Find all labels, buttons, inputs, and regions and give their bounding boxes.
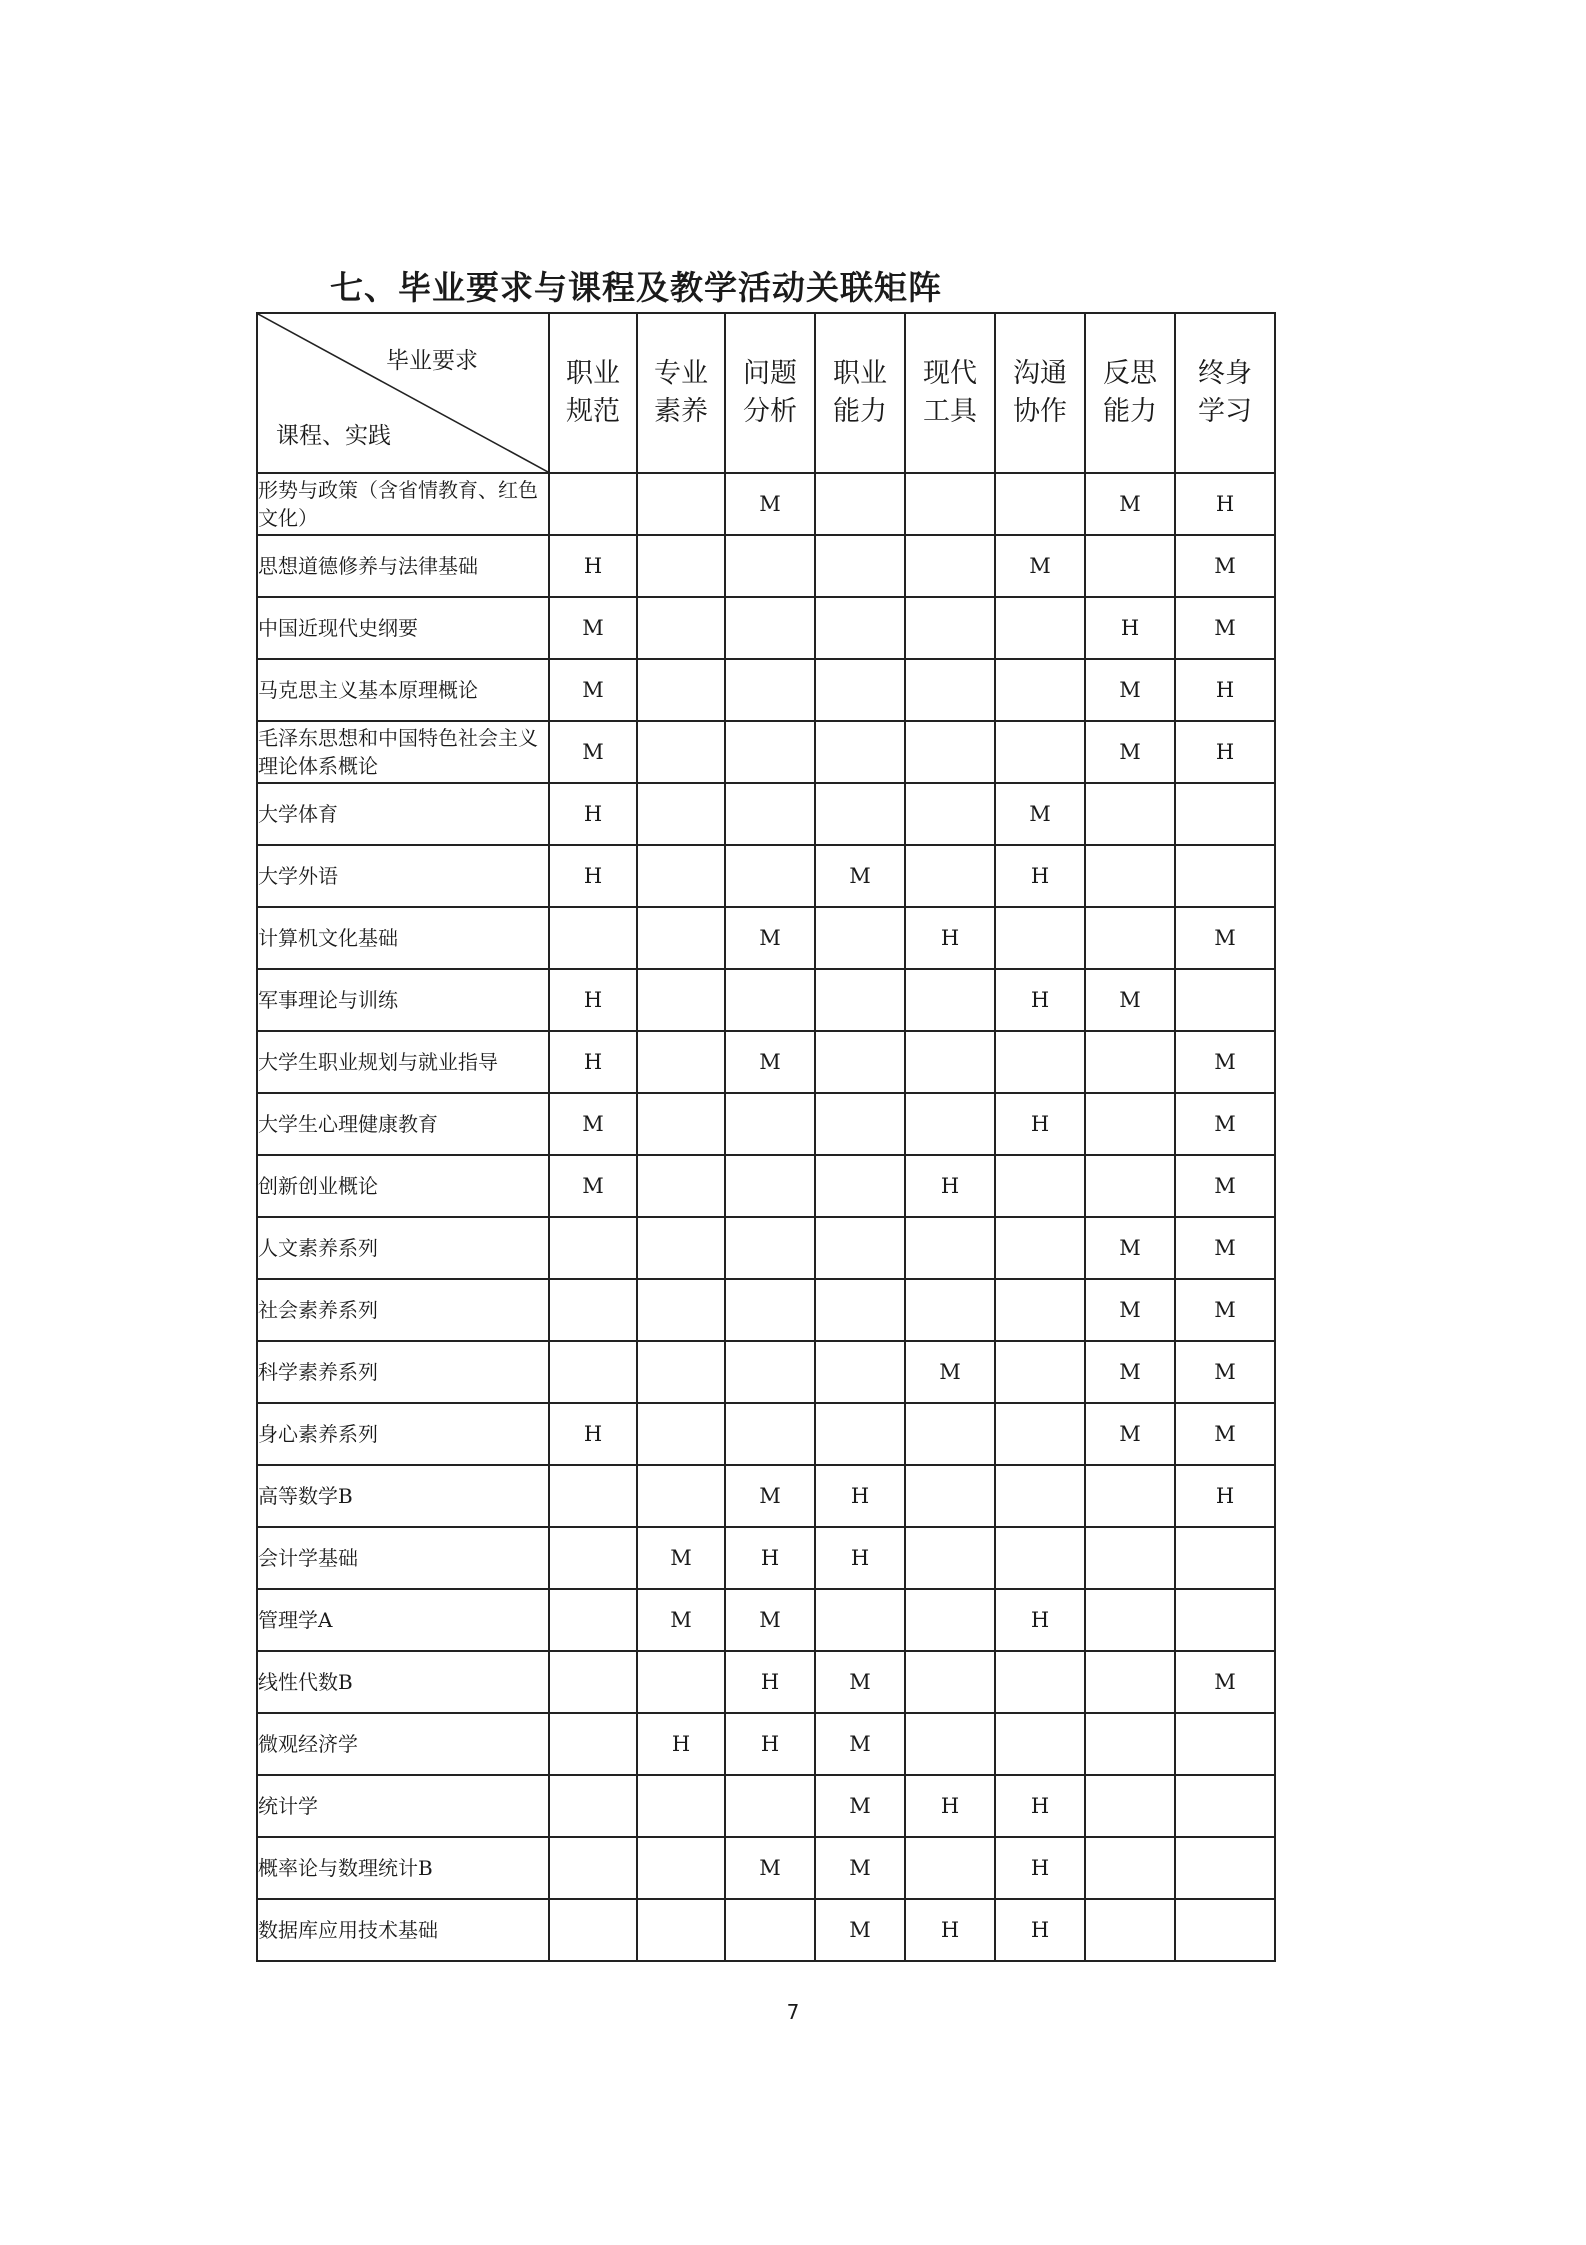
table-row [257, 1465, 1275, 1527]
matrix-cell: H [1175, 1465, 1275, 1527]
matrix-cell: H [1175, 659, 1275, 721]
matrix-cell [905, 535, 995, 597]
course-name: 创新创业概论 [257, 1155, 549, 1217]
matrix-cell [815, 1031, 905, 1093]
matrix-cell [815, 1589, 905, 1651]
table-row [257, 969, 1275, 1031]
matrix-cell [637, 1279, 725, 1341]
matrix-cell [725, 969, 815, 1031]
table-row [257, 845, 1275, 907]
matrix-cell [549, 1341, 637, 1403]
matrix-cell: M [1175, 535, 1275, 597]
matrix-cell: H [815, 1465, 905, 1527]
matrix-cell: M [725, 1589, 815, 1651]
table-row [257, 1341, 1275, 1403]
matrix-cell: H [549, 1031, 637, 1093]
matrix-cell: H [995, 1589, 1085, 1651]
table-row [257, 473, 1275, 535]
table-row [257, 1899, 1275, 1961]
course-name: 统计学 [257, 1775, 549, 1837]
matrix-cell [815, 783, 905, 845]
matrix-cell [1085, 1031, 1175, 1093]
matrix-cell [905, 1589, 995, 1651]
matrix-cell: M [1085, 1403, 1175, 1465]
course-name: 中国近现代史纲要 [257, 597, 549, 659]
matrix-cell [637, 659, 725, 721]
matrix-cell [637, 535, 725, 597]
column-header: 终身 学习 [1175, 313, 1275, 473]
matrix-cell: M [815, 1899, 905, 1961]
matrix-cell: H [549, 1403, 637, 1465]
matrix-cell: M [815, 1651, 905, 1713]
matrix-cell [905, 473, 995, 535]
matrix-cell: M [549, 597, 637, 659]
matrix-cell [725, 597, 815, 659]
matrix-cell [1175, 1527, 1275, 1589]
matrix-cell [637, 1217, 725, 1279]
matrix-cell [637, 473, 725, 535]
matrix-cell [1085, 1775, 1175, 1837]
matrix-cell [995, 1651, 1085, 1713]
matrix-cell [905, 1279, 995, 1341]
matrix-cell [637, 1775, 725, 1837]
matrix-cell [995, 1279, 1085, 1341]
matrix-cell [905, 1651, 995, 1713]
matrix-cell [725, 1899, 815, 1961]
matrix-cell [815, 473, 905, 535]
matrix-cell: M [725, 1465, 815, 1527]
course-name: 概率论与数理统计B [257, 1837, 549, 1899]
matrix-cell: H [815, 1527, 905, 1589]
matrix-cell [905, 659, 995, 721]
matrix-cell: H [549, 783, 637, 845]
course-name: 大学外语 [257, 845, 549, 907]
matrix-cell [725, 659, 815, 721]
matrix-cell: M [1175, 1155, 1275, 1217]
course-name: 微观经济学 [257, 1713, 549, 1775]
matrix-cell: H [1085, 597, 1175, 659]
matrix-cell: H [725, 1713, 815, 1775]
matrix-cell [1085, 845, 1175, 907]
matrix-cell [995, 907, 1085, 969]
matrix-cell [815, 1155, 905, 1217]
matrix-cell: M [1085, 969, 1175, 1031]
matrix-cell [815, 907, 905, 969]
matrix-cell: M [1175, 1279, 1275, 1341]
course-name: 数据库应用技术基础 [257, 1899, 549, 1961]
matrix-cell: M [725, 1837, 815, 1899]
matrix-cell [1175, 969, 1275, 1031]
page-title: 七、毕业要求与课程及教学活动关联矩阵 [330, 268, 942, 307]
matrix-cell: H [995, 1899, 1085, 1961]
matrix-cell [725, 1217, 815, 1279]
matrix-cell [815, 1403, 905, 1465]
matrix-cell [1085, 1527, 1175, 1589]
matrix-cell: M [1085, 659, 1175, 721]
matrix-cell [725, 1341, 815, 1403]
matrix-cell [725, 535, 815, 597]
matrix-cell: M [815, 1837, 905, 1899]
matrix-cell [995, 1217, 1085, 1279]
corner-courses-label: 课程、实践 [276, 423, 391, 449]
matrix-cell [905, 721, 995, 783]
matrix-cell [1085, 907, 1175, 969]
matrix-cell [725, 1155, 815, 1217]
matrix-cell [637, 597, 725, 659]
matrix-cell: H [995, 845, 1085, 907]
requirements-course-matrix [256, 312, 1276, 1962]
matrix-cell: H [995, 969, 1085, 1031]
matrix-cell: M [549, 721, 637, 783]
matrix-cell: H [995, 1837, 1085, 1899]
course-name: 身心素养系列 [257, 1403, 549, 1465]
matrix-cell [1175, 845, 1275, 907]
matrix-cell [1175, 1775, 1275, 1837]
matrix-cell: H [1175, 721, 1275, 783]
table-row [257, 721, 1275, 783]
matrix-cell: M [1175, 597, 1275, 659]
matrix-cell [549, 1279, 637, 1341]
table-row [257, 1837, 1275, 1899]
matrix-cell: M [637, 1589, 725, 1651]
matrix-cell [1175, 1899, 1275, 1961]
matrix-cell [905, 845, 995, 907]
matrix-cell: H [905, 1155, 995, 1217]
matrix-cell: H [549, 969, 637, 1031]
course-name: 大学生心理健康教育 [257, 1093, 549, 1155]
course-name: 思想道德修养与法律基础 [257, 535, 549, 597]
matrix-cell [995, 1527, 1085, 1589]
matrix-cell: M [637, 1527, 725, 1589]
matrix-cell [905, 1837, 995, 1899]
matrix-cell [637, 1155, 725, 1217]
matrix-cell [905, 1217, 995, 1279]
matrix-cell: M [1175, 1403, 1275, 1465]
matrix-cell: H [637, 1713, 725, 1775]
matrix-cell [905, 969, 995, 1031]
matrix-cell: M [1085, 1279, 1175, 1341]
matrix-cell [725, 783, 815, 845]
column-header: 职业 能力 [815, 313, 905, 473]
matrix-cell [549, 1465, 637, 1527]
matrix-cell [637, 1403, 725, 1465]
column-header: 专业 素养 [637, 313, 725, 473]
matrix-cell [815, 721, 905, 783]
matrix-cell: M [549, 1155, 637, 1217]
matrix-cell [725, 1093, 815, 1155]
matrix-cell [549, 1527, 637, 1589]
matrix-cell [637, 1093, 725, 1155]
matrix-cell [637, 721, 725, 783]
course-name: 军事理论与训练 [257, 969, 549, 1031]
matrix-cell [995, 1031, 1085, 1093]
matrix-cell [905, 1713, 995, 1775]
matrix-cell [1085, 1713, 1175, 1775]
matrix-cell: M [1175, 1651, 1275, 1713]
course-name: 会计学基础 [257, 1527, 549, 1589]
course-name: 马克思主义基本原理概论 [257, 659, 549, 721]
course-name: 科学素养系列 [257, 1341, 549, 1403]
matrix-cell [995, 1155, 1085, 1217]
matrix-cell [1085, 1589, 1175, 1651]
matrix-cell: H [725, 1527, 815, 1589]
matrix-cell [1085, 1651, 1175, 1713]
matrix-cell: H [905, 907, 995, 969]
matrix-cell: H [905, 1899, 995, 1961]
matrix-cell [905, 1093, 995, 1155]
matrix-cell [815, 1341, 905, 1403]
table-row [257, 1403, 1275, 1465]
matrix-cell [549, 907, 637, 969]
matrix-cell [995, 1341, 1085, 1403]
course-name: 毛泽东思想和中国特色社会主义理论体系概论 [257, 721, 549, 783]
matrix-cell [1085, 1899, 1175, 1961]
matrix-cell: M [815, 1713, 905, 1775]
course-name: 形势与政策（含省情教育、红色文化） [257, 473, 549, 535]
matrix-cell [637, 1899, 725, 1961]
table-row [257, 783, 1275, 845]
matrix-cell [995, 1713, 1085, 1775]
matrix-cell: M [1085, 721, 1175, 783]
course-name: 社会素养系列 [257, 1279, 549, 1341]
matrix-cell [905, 1465, 995, 1527]
matrix-cell [1175, 1713, 1275, 1775]
matrix-body [257, 473, 1275, 1961]
matrix-cell: H [995, 1775, 1085, 1837]
matrix-cell [725, 1775, 815, 1837]
matrix-cell [995, 1403, 1085, 1465]
matrix-cell: H [905, 1775, 995, 1837]
matrix-cell: M [549, 659, 637, 721]
matrix-cell: M [1175, 907, 1275, 969]
matrix-cell [995, 721, 1085, 783]
matrix-cell [637, 1341, 725, 1403]
matrix-cell [549, 1899, 637, 1961]
matrix-cell [815, 597, 905, 659]
matrix-cell: M [1175, 1217, 1275, 1279]
matrix-cell [637, 845, 725, 907]
matrix-cell: M [995, 535, 1085, 597]
matrix-cell: M [1175, 1341, 1275, 1403]
table-row [257, 1279, 1275, 1341]
matrix-cell [637, 1465, 725, 1527]
page-number: 7 [786, 2000, 800, 2024]
matrix-cell: H [549, 535, 637, 597]
corner-header [257, 313, 549, 473]
matrix-cell: H [725, 1651, 815, 1713]
matrix-cell [1175, 783, 1275, 845]
matrix-cell [549, 473, 637, 535]
course-name: 线性代数B [257, 1651, 549, 1713]
matrix-cell: M [1175, 1031, 1275, 1093]
matrix-cell: M [905, 1341, 995, 1403]
matrix-cell [637, 1031, 725, 1093]
matrix-cell: M [725, 473, 815, 535]
matrix-cell [1085, 1155, 1175, 1217]
matrix-cell: M [725, 1031, 815, 1093]
matrix-cell [815, 969, 905, 1031]
table-row [257, 1775, 1275, 1837]
matrix-cell: M [815, 1775, 905, 1837]
matrix-cell [725, 845, 815, 907]
matrix-cell [549, 1589, 637, 1651]
matrix-cell [549, 1837, 637, 1899]
matrix-cell: M [549, 1093, 637, 1155]
table-row [257, 1155, 1275, 1217]
matrix-cell [995, 473, 1085, 535]
matrix-cell: M [1085, 1341, 1175, 1403]
matrix-cell [815, 1279, 905, 1341]
matrix-cell [815, 1093, 905, 1155]
matrix-cell [1085, 535, 1175, 597]
table-row [257, 1217, 1275, 1279]
course-name: 人文素养系列 [257, 1217, 549, 1279]
column-header: 沟通 协作 [995, 313, 1085, 473]
matrix-cell [725, 1279, 815, 1341]
matrix-cell [905, 783, 995, 845]
table-row [257, 597, 1275, 659]
matrix-cell [815, 535, 905, 597]
matrix-cell [905, 1527, 995, 1589]
table-row [257, 535, 1275, 597]
matrix-cell [549, 1217, 637, 1279]
table-row [257, 1651, 1275, 1713]
matrix-cell [1085, 1093, 1175, 1155]
matrix-cell [637, 907, 725, 969]
matrix-cell [905, 597, 995, 659]
column-header: 问题 分析 [725, 313, 815, 473]
matrix-cell: M [1085, 473, 1175, 535]
matrix-cell [725, 721, 815, 783]
matrix-cell: M [1085, 1217, 1175, 1279]
column-header: 反思 能力 [1085, 313, 1175, 473]
corner-requirements-label: 毕业要求 [386, 348, 478, 374]
matrix-cell [995, 597, 1085, 659]
matrix-cell [905, 1403, 995, 1465]
matrix-cell [905, 1031, 995, 1093]
course-name: 管理学A [257, 1589, 549, 1651]
matrix-cell [549, 1651, 637, 1713]
column-header: 现代 工具 [905, 313, 995, 473]
matrix-cell [637, 1837, 725, 1899]
course-name: 大学体育 [257, 783, 549, 845]
table-row [257, 659, 1275, 721]
matrix-cell [995, 659, 1085, 721]
matrix-cell [1085, 783, 1175, 845]
column-header: 职业 规范 [549, 313, 637, 473]
matrix-cell: M [815, 845, 905, 907]
matrix-cell [637, 783, 725, 845]
table-row [257, 1527, 1275, 1589]
matrix-cell [637, 1651, 725, 1713]
matrix-cell [725, 1403, 815, 1465]
matrix-cell: H [995, 1093, 1085, 1155]
matrix-cell [995, 1465, 1085, 1527]
matrix-cell [815, 1217, 905, 1279]
table-row [257, 1093, 1275, 1155]
matrix-cell: H [1175, 473, 1275, 535]
matrix-cell: H [549, 845, 637, 907]
table-row [257, 1589, 1275, 1651]
matrix-cell: M [995, 783, 1085, 845]
matrix-cell [1175, 1837, 1275, 1899]
course-name: 高等数学B [257, 1465, 549, 1527]
course-name: 大学生职业规划与就业指导 [257, 1031, 549, 1093]
matrix-cell [1085, 1465, 1175, 1527]
matrix-cell [1175, 1589, 1275, 1651]
table-row [257, 907, 1275, 969]
matrix-cell: M [725, 907, 815, 969]
matrix-cell: M [1175, 1093, 1275, 1155]
matrix-cell [1085, 1837, 1175, 1899]
table-row [257, 1713, 1275, 1775]
matrix-cell [637, 969, 725, 1031]
table-row [257, 1031, 1275, 1093]
header-row [257, 313, 1275, 473]
course-name: 计算机文化基础 [257, 907, 549, 969]
matrix-cell [549, 1713, 637, 1775]
matrix-cell [549, 1775, 637, 1837]
matrix-cell [815, 659, 905, 721]
